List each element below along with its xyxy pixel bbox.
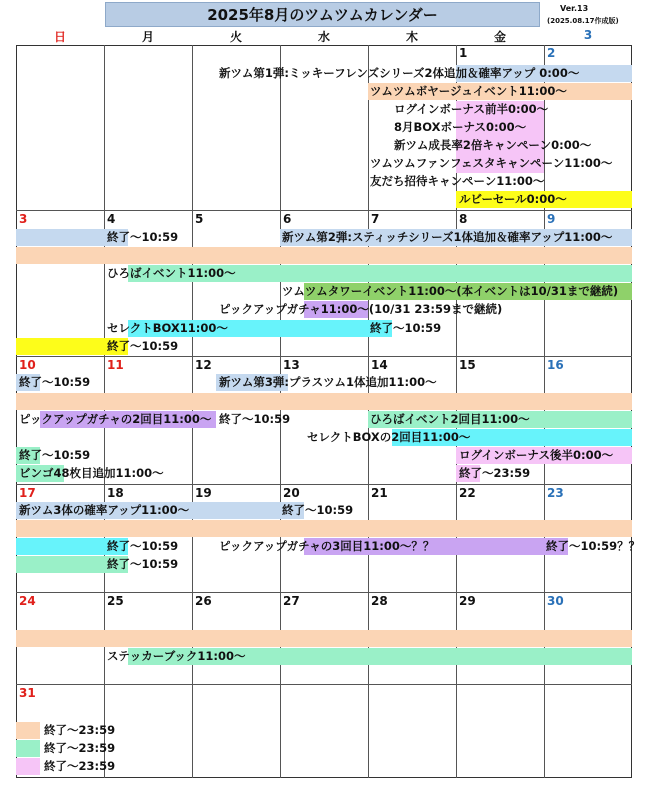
event-label: 終了～10:59 [107, 339, 179, 353]
event-label: 終了～23:59 [44, 723, 116, 737]
day-number: 2 [547, 46, 556, 60]
day-number: 8 [459, 212, 468, 226]
day-number: 16 [547, 358, 564, 372]
day-number: 19 [195, 486, 212, 500]
event-label: 終了～10:59 [370, 321, 442, 335]
weekday-sat: 3 [583, 28, 593, 42]
event-label: 新ツム第3弾:プラスツム1体追加11:00～ [219, 375, 437, 389]
event-label: 友だち招待キャンペーン11:00～ [370, 174, 545, 188]
event-bar [16, 393, 632, 410]
day-number: 28 [371, 594, 388, 608]
day-number: 24 [19, 594, 36, 608]
event-label: 終了～23:59 [44, 741, 116, 755]
grid-line [16, 356, 632, 357]
created-date-label: (2025.08.17作成版) [547, 17, 619, 25]
calendar-title: 2025年8月のツムツムカレンダー [105, 2, 540, 27]
weekday-wed: 水 [317, 30, 330, 44]
grid-line [16, 592, 632, 593]
event-label: ピックアップガチャ11:00～(10/31 23:59まで継続) [219, 302, 503, 316]
day-number: 6 [283, 212, 292, 226]
event-label: 8月BOXボーナス0:00～ [394, 120, 527, 134]
event-bar [16, 630, 632, 647]
event-label: ひろばイベント2回目11:00～ [370, 412, 530, 426]
grid-line [16, 210, 632, 211]
event-label: 終了～10:59 [107, 539, 179, 553]
grid-line [16, 684, 632, 685]
event-label: 終了～10:59 [282, 503, 354, 517]
weekday-tue: 火 [229, 30, 242, 44]
day-number: 31 [19, 686, 36, 700]
day-number: 9 [547, 212, 556, 226]
day-number: 3 [19, 212, 28, 226]
event-label: ビンゴ48枚目追加11:00～ [19, 466, 164, 480]
day-number: 1 [459, 46, 468, 60]
day-number: 21 [371, 486, 388, 500]
day-number: 10 [19, 358, 36, 372]
day-number: 14 [371, 358, 388, 372]
event-label: ピックアップガチャの3回目11:00～？？ [219, 539, 435, 553]
event-label: 終了～10:59 [19, 375, 91, 389]
version-label: Ver.13 [560, 4, 589, 13]
event-label: ツムツムボヤージュイベント11:00～ [370, 84, 567, 98]
weekday-fri: 金 [493, 30, 506, 44]
event-label: 新ツム第2弾:スティッチシリーズ1体追加＆確率アップ11:00～ [282, 230, 613, 244]
event-label: 新ツム成長率2倍キャンペーン0:00～ [394, 138, 592, 152]
day-number: 26 [195, 594, 212, 608]
event-label: 終了～10:59 [107, 557, 179, 571]
event-label: 新ツム3体の確率アップ11:00～ [19, 503, 190, 517]
weekday-mon: 月 [141, 30, 154, 44]
event-label: ひろばイベント11:00～ [107, 266, 236, 280]
event-label: 終了～23:59 [459, 466, 531, 480]
day-number: 23 [547, 486, 564, 500]
day-number: 30 [547, 594, 564, 608]
day-number: 29 [459, 594, 476, 608]
grid-line [16, 484, 632, 485]
weekday-thu: 木 [405, 30, 418, 44]
day-number: 22 [459, 486, 476, 500]
event-label: 終了～23:59 [44, 759, 116, 773]
event-label: ツムツムファンフェスタキャンペーン11:00～ [370, 156, 613, 170]
day-number: 5 [195, 212, 204, 226]
day-number: 20 [283, 486, 300, 500]
event-label: セレクトBOXの2回目11:00～ [307, 430, 471, 444]
event-label: ツムツムタワーイベント11:00～(本イベントは10/31まで継続) [282, 284, 619, 298]
event-label: ログインボーナス後半0:00～ [459, 448, 614, 462]
day-number: 13 [283, 358, 300, 372]
day-number: 27 [283, 594, 300, 608]
event-bar [16, 722, 40, 739]
event-label: ルビーセール0:00～ [459, 192, 567, 206]
event-label: ステッカーブック11:00～ [107, 649, 246, 663]
weekday-sun: 日 [53, 30, 66, 44]
day-number: 12 [195, 358, 212, 372]
event-label: セレクトBOX11:00～ [107, 321, 228, 335]
day-number: 11 [107, 358, 124, 372]
event-label: 終了～10:59 [107, 230, 179, 244]
event-bar [16, 740, 40, 757]
day-number: 15 [459, 358, 476, 372]
day-number: 18 [107, 486, 124, 500]
event-label: 新ツム第1弾:ミッキーフレンズシリーズ2体追加＆確率アップ 0:00～ [219, 66, 580, 80]
event-bar [16, 247, 632, 264]
day-number: 4 [107, 212, 116, 226]
event-label: ピックアップガチャの2回目11:00～ [19, 412, 212, 426]
event-label: 終了～10:59 [219, 412, 291, 426]
event-label: 終了～10:59 [19, 448, 91, 462]
event-bar [16, 758, 40, 775]
day-number: 7 [371, 212, 380, 226]
event-label: 終了～10:59？？ [546, 539, 641, 553]
event-label: ログインボーナス前半0:00～ [394, 102, 549, 116]
day-number: 25 [107, 594, 124, 608]
day-number: 17 [19, 486, 36, 500]
event-bar [16, 520, 632, 537]
